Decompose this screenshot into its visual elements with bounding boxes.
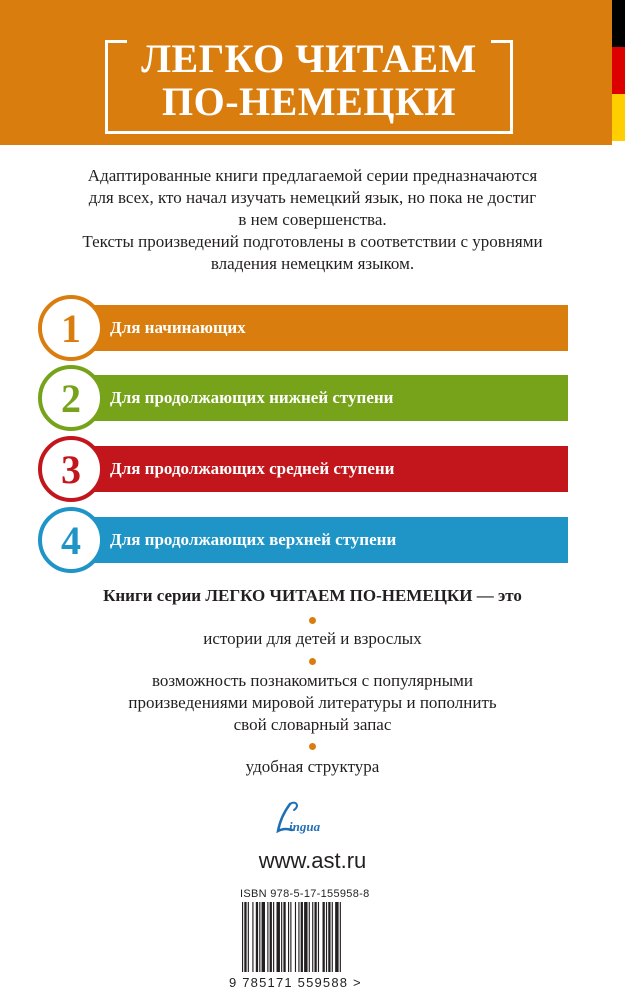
isbn-number: ISBN 978-5-17-155958-8 [240, 888, 370, 900]
barcode-icon [240, 902, 385, 972]
lingua-logo-icon [270, 798, 340, 838]
level-2-number: 2 [38, 365, 104, 431]
bullet-dot [309, 743, 316, 750]
feature-stories: истории для детей и взрослых [203, 629, 422, 648]
level-3-number: 3 [38, 436, 104, 502]
level-2 [38, 365, 568, 431]
level-1-label: Для начинающих [110, 318, 246, 337]
level-4-number: 4 [38, 507, 104, 573]
level-4-label: Для продолжающих верхней ступени [110, 530, 397, 549]
bullet-dot [309, 658, 316, 665]
feature-line: свой словарный запас [233, 715, 392, 734]
level-4 [38, 507, 568, 573]
feature-line: возможность познакомиться с популярными [151, 671, 474, 690]
flag-black-stripe [612, 0, 625, 47]
level-3 [38, 436, 568, 502]
intro-line: владения немецким языком. [210, 254, 415, 273]
series-heading: Книги серии ЛЕГКО ЧИТАЕМ ПО-НЕМЕЦКИ — это [103, 586, 522, 605]
bullet-dot [309, 617, 316, 624]
level-3-label: Для продолжающих средней ступени [110, 459, 395, 478]
feature-structure: удобная структура [245, 757, 380, 776]
level-2-label: Для продолжающих нижней ступени [110, 388, 394, 407]
lingua-logo [270, 798, 340, 838]
barcode-digits: 9 785171 559588 > [229, 975, 362, 990]
flag-gold-stripe [612, 94, 625, 141]
intro-text [30, 165, 595, 275]
intro-line: в нем совершенства. [238, 210, 387, 229]
feature-line: произведениями мировой литературы и пополнить [128, 693, 497, 712]
website-link: www.ast.ru [258, 848, 367, 873]
level-1-number: 1 [38, 295, 104, 361]
intro-line: для всех, кто начал изучать немецкий язык, но пока не достиг [88, 188, 537, 207]
intro-line: Адаптированные книги предлагаемой серии предназначаются [87, 166, 538, 185]
level-1 [38, 295, 568, 361]
flag-red-stripe [612, 47, 625, 94]
german-flag-strip [612, 0, 625, 145]
book-title [105, 37, 513, 123]
title-line-2: ПО-НЕМЕЦКИ [161, 79, 456, 124]
title-line-1: ЛЕГКО ЧИТАЕМ [141, 36, 477, 81]
svg-text:ingua: ingua [289, 819, 321, 834]
feature-vocabulary [30, 670, 595, 736]
intro-line: Тексты произведений подготовлены в соответствии с уровнями [82, 232, 543, 251]
